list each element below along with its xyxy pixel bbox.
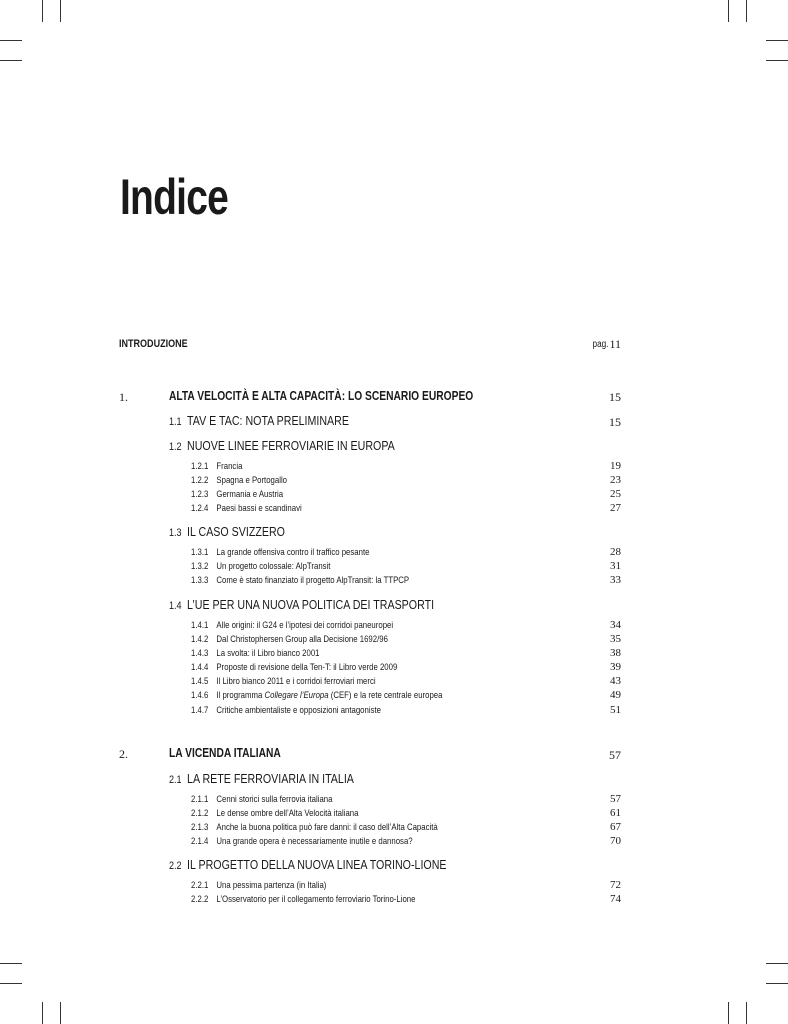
section-page: 15 xyxy=(609,415,621,429)
subsection-page: 67 xyxy=(610,821,621,833)
subsection-page: 39 xyxy=(610,661,621,673)
subsection-title: 1.4.5 Il Libro bianco 2011 e i corridoi ferroviari merci xyxy=(191,676,376,687)
chapter-page: 57 xyxy=(609,748,621,762)
chapter-title: ALTA VELOCITÀ E ALTA CAPACITÀ: LO SCENARIO EUROPEO xyxy=(169,389,474,403)
crop-mark-top-left-v2 xyxy=(60,0,61,22)
crop-mark-bottom-left-v1 xyxy=(42,1002,43,1024)
subsection-title: 1.4.2 Dal Christophersen Group alla Decisione 1692/96 xyxy=(191,634,388,645)
subsection-title: 2.1.1 Cenni storici sulla ferrovia italiana xyxy=(191,794,333,805)
crop-mark-bottom-left-h2 xyxy=(0,983,22,984)
intro-label: INTRODUZIONE xyxy=(119,338,188,350)
subsection-title: 1.4.4 Proposte di revisione della Ten-T: il Libro verde 2009 xyxy=(191,662,398,673)
subsection-title: 2.2.1 Una pessima partenza (in Italia) xyxy=(191,880,327,891)
crop-mark-top-right-v1 xyxy=(728,0,729,22)
subsection-page: 28 xyxy=(610,546,621,558)
subsection-title: 1.3.1 La grande offensiva contro il traffico pesante xyxy=(191,547,370,558)
chapter-number: 1. xyxy=(119,390,128,404)
section-title: 2.2 IL PROGETTO DELLA NUOVA LINEA TORINO-LIONE xyxy=(169,857,447,872)
subsection-title: 1.4.3 La svolta: il Libro bianco 2001 xyxy=(191,648,320,659)
subsection-title: 1.2.4 Paesi bassi e scandinavi xyxy=(191,503,302,514)
page-title: Indice xyxy=(120,169,229,225)
section-title: 1.2 NUOVE LINEE FERROVIARIE IN EUROPA xyxy=(169,438,395,453)
chapter-number: 2. xyxy=(119,747,128,761)
subsection-title: 1.2.2 Spagna e Portogallo xyxy=(191,475,288,486)
crop-mark-top-left-v1 xyxy=(42,0,43,22)
crop-mark-top-right-v2 xyxy=(746,0,747,22)
subsection-page: 51 xyxy=(610,704,621,716)
intro-page: 11 xyxy=(609,337,621,351)
crop-mark-bottom-right-v2 xyxy=(746,1002,747,1024)
subsection-page: 61 xyxy=(610,807,621,819)
subsection-page: 35 xyxy=(610,633,621,645)
crop-mark-top-left-h2 xyxy=(0,60,22,61)
subsection-page: 57 xyxy=(610,793,621,805)
section-title: 1.3 IL CASO SVIZZERO xyxy=(169,524,285,539)
crop-mark-bottom-right-h1 xyxy=(766,963,788,964)
crop-mark-bottom-left-h1 xyxy=(0,963,22,964)
subsection-page: 19 xyxy=(610,460,621,472)
subsection-page: 38 xyxy=(610,647,621,659)
subsection-page: 23 xyxy=(610,474,621,486)
subsection-title: 2.1.4 Una grande opera è necessariamente inutile e dannosa? xyxy=(191,836,413,847)
subsection-page: 25 xyxy=(610,488,621,500)
chapter-title: LA VICENDA ITALIANA xyxy=(169,746,281,760)
subsection-page: 43 xyxy=(610,675,621,687)
subsection-title: 1.2.1 Francia xyxy=(191,461,243,472)
subsection-title: 1.4.6 Il programma Collegare l’Europa (CEF) e la rete centrale europea xyxy=(191,690,443,701)
subsection-page: 70 xyxy=(610,835,621,847)
section-title: 1.4 L’UE PER UNA NUOVA POLITICA DEI TRASPORTI xyxy=(169,597,435,612)
subsection-page: 31 xyxy=(610,560,621,572)
subsection-page: 33 xyxy=(610,574,621,586)
subsection-page: 74 xyxy=(610,893,621,905)
subsection-title: 1.2.3 Germania e Austria xyxy=(191,489,284,500)
subsection-title: 1.3.2 Un progetto colossale: AlpTransit xyxy=(191,561,331,572)
pag-label: pag. xyxy=(592,339,608,350)
chapter-page: 15 xyxy=(609,390,621,404)
subsection-title: 2.1.2 Le dense ombre dell’Alta Velocità italiana xyxy=(191,808,359,819)
crop-mark-top-left-h1 xyxy=(0,40,22,41)
subsection-title: 1.4.1 Alle origini: il G24 e l’ipotesi dei corridoi paneuropei xyxy=(191,620,394,631)
subsection-title: 2.1.3 Anche la buona politica può fare danni: il caso dell’Alta Capacità xyxy=(191,822,438,833)
crop-mark-top-right-h2 xyxy=(766,60,788,61)
section-title: 1.1 TAV E TAC: NOTA PRELIMINARE xyxy=(169,413,349,428)
section-title: 2.1 LA RETE FERROVIARIA IN ITALIA xyxy=(169,771,354,786)
subsection-page: 27 xyxy=(610,502,621,514)
crop-mark-top-right-h1 xyxy=(766,40,788,41)
subsection-page: 34 xyxy=(610,619,621,631)
crop-mark-bottom-right-v1 xyxy=(728,1002,729,1024)
crop-mark-bottom-right-h2 xyxy=(766,983,788,984)
subsection-page: 49 xyxy=(610,689,621,701)
subsection-title: 2.2.2 L’Osservatorio per il collegamento ferroviario Torino-Lione xyxy=(191,894,416,905)
subsection-title: 1.4.7 Critiche ambientaliste e opposizioni antagoniste xyxy=(191,705,381,716)
subsection-title: 1.3.3 Come è stato finanziato il progetto AlpTransit: la TTPCP xyxy=(191,575,410,586)
subsection-page: 72 xyxy=(610,879,621,891)
crop-mark-bottom-left-v2 xyxy=(60,1002,61,1024)
